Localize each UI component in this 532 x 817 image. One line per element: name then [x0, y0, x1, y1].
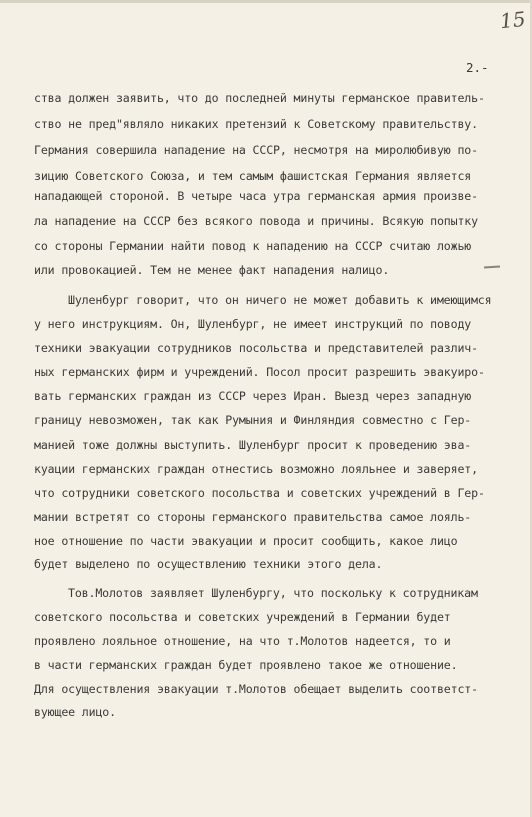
page-number: 2.-	[466, 60, 489, 75]
text-line-13: вать германских граждан из СССР через Иран. Выезд через западную	[34, 389, 472, 403]
text-line-9: Шуленбург говорит, что он ничего не может добавить к имеющимся	[68, 293, 492, 307]
text-line-18: мании встретят со стороны германского правительства самое лояль-	[34, 510, 472, 524]
handwritten-page-number: 15	[498, 6, 527, 34]
text-line-10: у него инструкциям. Он, Шуленбург, не имеет инструкций по поводу	[34, 317, 472, 331]
text-line-12: ных германских фирм и учреждений. Посол просит разрешить эвакуиро-	[34, 365, 485, 379]
text-line-17: что сотрудники советского посольства и советских учреждений в Гер-	[34, 486, 485, 500]
text-line-1: ства должен заявить, что до последней минуты германское правитель-	[34, 91, 485, 105]
text-line-14: границу невозможен, так как Румыния и Финляндия совместно с Гер-	[34, 413, 472, 427]
page-top-edge	[0, 0, 532, 3]
text-line-5: нападающей стороной. В четыре часа утра германская армия произве-	[34, 189, 478, 203]
text-line-25: Для осуществления эвакуации т.Молотов обещает выделить соответст-	[34, 682, 478, 696]
text-line-24: в части германских граждан будет проявлено такое же отношение.	[34, 658, 458, 672]
text-line-6: ла нападение на СССР без всякого повода и причины. Всякую попытку	[34, 214, 478, 228]
margin-mark	[484, 265, 500, 268]
text-line-3: Германия совершила нападение на СССР, несмотря на миролюбивую по-	[34, 143, 478, 157]
text-line-11: техники эвакуации сотрудников посольства и представителей различ-	[34, 341, 478, 355]
text-line-22: советского посольства и советских учреждений в Германии будет	[34, 610, 451, 624]
text-line-21: Тов.Молотов заявляет Шуленбургу, что поскольку к сотрудникам	[68, 586, 478, 600]
text-line-7: со стороны Германии найти повод к нападению на СССР считаю ложью	[34, 239, 472, 253]
text-line-16: куации германских граждан отнестись возможно лояльнее и заверяет,	[34, 462, 478, 476]
text-line-8: или провокацией. Тем не менее факт нападения налицо.	[34, 263, 390, 277]
text-line-4: зицию Советского Союза, и тем самым фашистская Германия является	[34, 169, 472, 183]
text-line-20: будет выделено по осуществлению техники этого дела.	[34, 557, 383, 571]
text-line-26: вующее лицо.	[34, 705, 116, 719]
text-line-19: ное отношение по части эвакуации и просит сообщить, какое лицо	[34, 534, 458, 548]
text-line-23: проявлено лояльное отношение, на что т.Молотов надеется, то и	[34, 634, 451, 648]
text-line-15: манией тоже должны выступить. Шуленбург просит к проведению эва-	[34, 438, 472, 452]
text-line-2: ство не пред"являло никаких претензий к Советскому правительству.	[34, 117, 478, 131]
